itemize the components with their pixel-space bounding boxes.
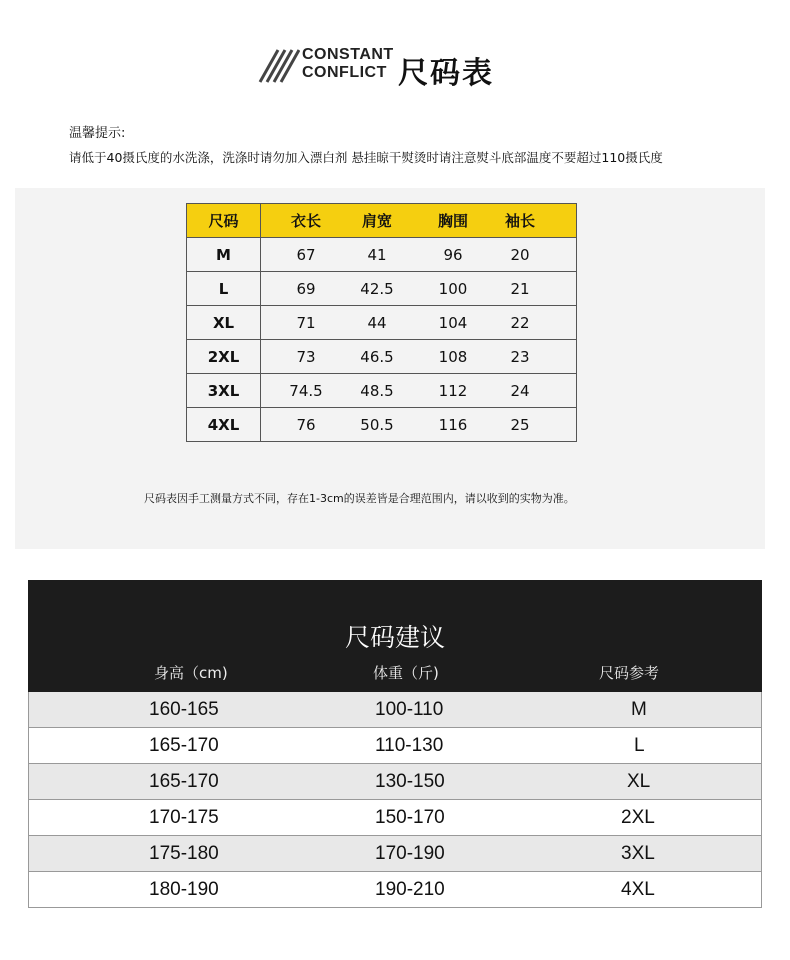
size-value: L <box>634 735 645 756</box>
measure-cell <box>261 408 577 442</box>
sleeve-value: 24 <box>510 381 530 400</box>
sleeve-value: 22 <box>510 313 530 332</box>
size-table-header <box>187 204 577 238</box>
sleeve-value: 21 <box>510 279 530 298</box>
height-value: 175-180 <box>149 843 219 864</box>
size-cell: 4XL <box>187 408 261 442</box>
size-recommendation-table <box>28 580 762 908</box>
size-value: XL <box>627 771 651 792</box>
header-size: 尺码 <box>187 204 261 238</box>
header-chest: 胸围 <box>437 212 468 230</box>
table-row <box>28 836 762 872</box>
shoulder-value: 41 <box>367 245 387 264</box>
table-row <box>28 872 762 908</box>
table-row <box>187 306 577 340</box>
height-value: 160-165 <box>149 699 219 720</box>
weight-value: 100-110 <box>375 699 444 720</box>
table-row <box>187 238 577 272</box>
chest-value: 96 <box>443 245 463 264</box>
header-measures <box>261 204 577 238</box>
size-cell: L <box>187 272 261 306</box>
size-cell: XL <box>187 306 261 340</box>
measure-cell <box>261 306 577 340</box>
shoulder-value: 44 <box>367 313 387 332</box>
tips-body: 请低于40摄氏度的水洗涤，洗涤时请勿加入漂白剂 悬挂晾干熨烫时请注意熨斗底部温度不要超过110摄氏度 <box>69 150 663 165</box>
recommendation-header <box>28 580 762 692</box>
height-value: 180-190 <box>149 879 219 900</box>
length-value: 76 <box>296 415 316 434</box>
header-sleeve: 袖长 <box>504 212 535 230</box>
height-value: 170-175 <box>149 807 219 828</box>
length-value: 74.5 <box>289 381 323 400</box>
column-weight: 体重（斤) <box>373 664 439 682</box>
size-value: 4XL <box>621 879 655 900</box>
header-length: 衣长 <box>290 212 321 230</box>
table-row <box>28 800 762 836</box>
table-row <box>28 728 762 764</box>
table-row <box>187 408 577 442</box>
length-value: 67 <box>296 245 316 264</box>
size-value: 3XL <box>621 843 655 864</box>
page-header <box>0 44 790 90</box>
tips-heading: 温馨提示: <box>69 126 126 141</box>
size-cell: 2XL <box>187 340 261 374</box>
weight-value: 150-170 <box>375 807 445 828</box>
weight-value: 170-190 <box>375 843 445 864</box>
sleeve-value: 23 <box>510 347 530 366</box>
header-shoulder: 肩宽 <box>361 212 392 230</box>
table-row <box>28 692 762 728</box>
table-row <box>187 272 577 306</box>
size-value: M <box>631 699 647 720</box>
chest-value: 100 <box>438 279 468 298</box>
length-value: 71 <box>296 313 316 332</box>
shoulder-value: 48.5 <box>360 381 394 400</box>
table-row <box>28 764 762 800</box>
recommendation-title: 尺码建议 <box>344 623 445 652</box>
size-cell: M <box>187 238 261 272</box>
weight-value: 110-130 <box>375 735 444 756</box>
sleeve-value: 20 <box>510 245 530 264</box>
shoulder-value: 42.5 <box>360 279 394 298</box>
brand-name <box>302 46 394 82</box>
table-row <box>187 340 577 374</box>
chest-value: 104 <box>438 313 468 332</box>
size-cell: 3XL <box>187 374 261 408</box>
size-chart-table <box>186 203 577 442</box>
shoulder-value: 50.5 <box>360 415 394 434</box>
measure-cell <box>261 272 577 306</box>
measure-cell <box>261 340 577 374</box>
chest-value: 116 <box>438 415 468 434</box>
length-value: 73 <box>296 347 316 366</box>
page-title: 尺码表 <box>398 56 494 91</box>
chest-value: 112 <box>438 381 468 400</box>
column-height: 身高（cm) <box>154 664 228 682</box>
chest-value: 108 <box>438 347 468 366</box>
column-size: 尺码参考 <box>599 664 660 682</box>
table-row <box>187 374 577 408</box>
weight-value: 130-150 <box>375 771 445 792</box>
height-value: 165-170 <box>149 735 219 756</box>
height-value: 165-170 <box>149 771 219 792</box>
brand-logo-icon <box>258 48 300 84</box>
measurement-note: 尺码表因手工测量方式不同，存在1-3cm的误差皆是合理范围内，请以收到的实物为准。 <box>144 492 575 505</box>
measure-cell <box>261 238 577 272</box>
weight-value: 190-210 <box>375 879 445 900</box>
length-value: 69 <box>296 279 316 298</box>
shoulder-value: 46.5 <box>360 347 394 366</box>
measure-cell <box>261 374 577 408</box>
sleeve-value: 25 <box>510 415 530 434</box>
size-value: 2XL <box>621 807 655 828</box>
brand-line-2: CONFLICT <box>302 64 387 81</box>
brand-line-1: CONSTANT <box>302 46 394 63</box>
